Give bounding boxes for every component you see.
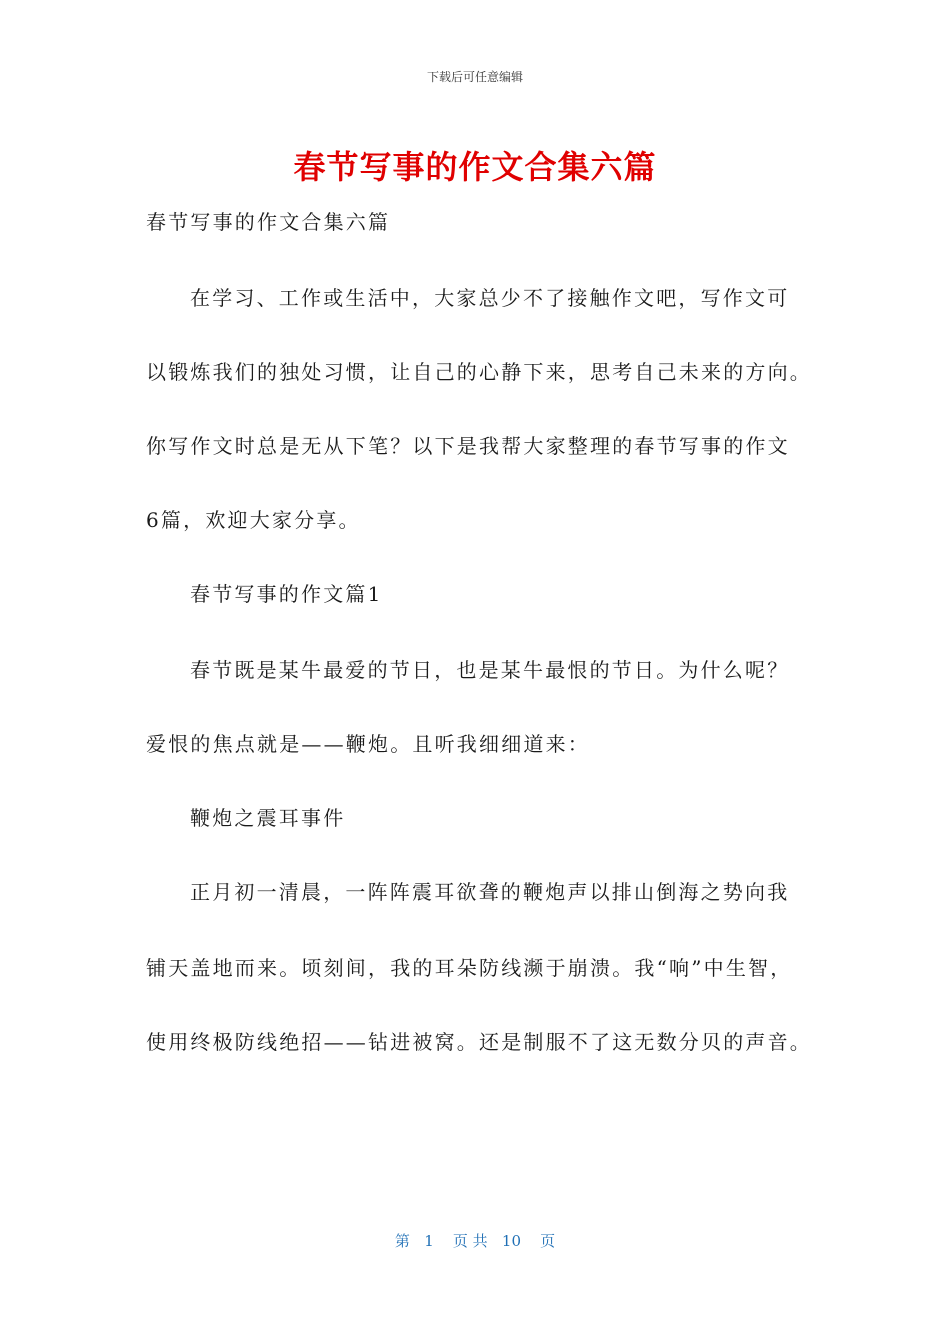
paragraph-line: 春节既是某牛最爱的节日，也是某牛最恨的节日。为什么呢？ (190, 658, 790, 682)
document-title: 春节写事的作文合集六篇 (293, 148, 657, 186)
paragraph-line: 铺天盖地而来。顷刻间，我的耳朵防线濒于崩溃。我“响”中生智， (146, 956, 793, 980)
paragraph-line: 正月初一清晨，一阵阵震耳欲聋的鞭炮声以排山倒海之势向我 (190, 880, 790, 904)
paragraph-line: 使用终极防线绝招——钻进被窝。还是制服不了这无数分贝的声音。 (146, 1030, 812, 1054)
paragraph-line: 你写作文时总是无从下笔？以下是我帮大家整理的春节写事的作文 (146, 434, 790, 458)
paragraph-line: 在学习、工作或生活中，大家总少不了接触作文吧，写作文可 (190, 286, 790, 310)
header-note: 下载后可任意编辑 (426, 70, 523, 84)
page-number-footer: 第 1 页 共 10 页 (394, 1232, 556, 1250)
paragraph-line: 6篇，欢迎大家分享。 (146, 508, 361, 532)
paragraph-line: 爱恨的焦点就是——鞭炮。且听我细细道来： (146, 732, 590, 756)
paragraph-line: 以锻炼我们的独处习惯，让自己的心静下来，思考自己未来的方向。 (146, 360, 812, 384)
subtitle-line: 春节写事的作文合集六篇 (146, 210, 391, 234)
subsection-heading: 鞭炮之震耳事件 (190, 806, 346, 830)
section-heading: 春节写事的作文篇1 (190, 582, 383, 606)
